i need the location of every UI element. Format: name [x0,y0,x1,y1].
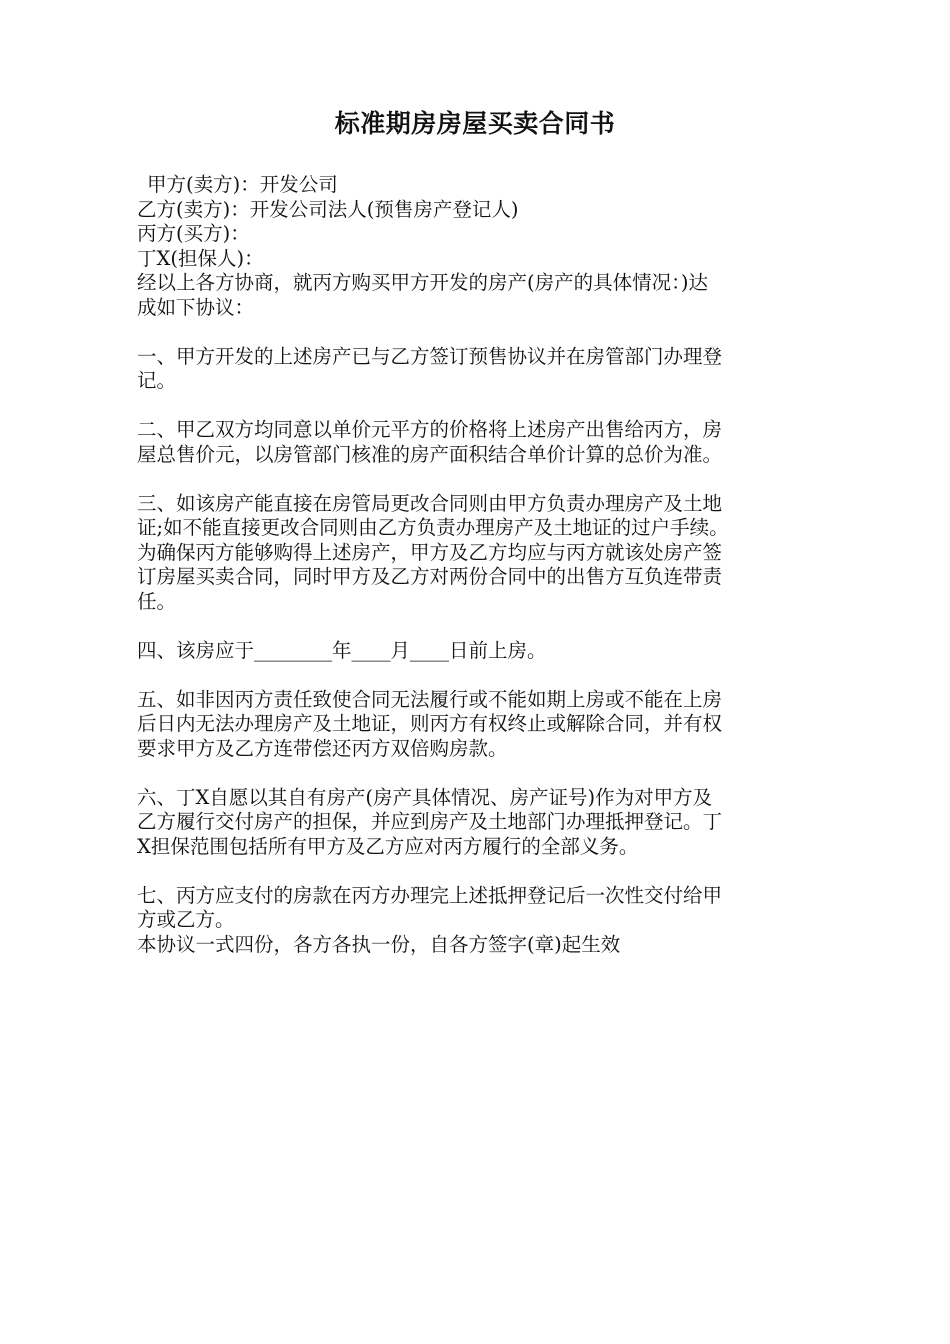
intro-line: 成如下协议： [137,295,255,319]
clause-line: 三、如该房产能直接在房管局更改合同则由甲方负责办理房产及土地 [137,491,723,515]
clause-line: 方或乙方。 [137,908,235,931]
paragraph-gap [137,663,827,688]
clause-line: 四、该房应于________年____月____日前上房。 [137,638,547,662]
party-c-line: 丙方(买方)： [137,222,250,245]
clause-7 [137,884,827,933]
clause-line: 乙方履行交付房产的担保，并应到房产及土地部门办理抵押登记。丁 [137,810,723,833]
clause-3 [137,492,827,615]
clause-line: 为确保丙方能够购得上述房产，甲方及乙方均应与丙方就该处房产签 [137,540,723,564]
party-d-line: 丁X(担保人)： [137,246,264,270]
clause-line: 七、丙方应支付的房款在丙方办理完上述抵押登记后一次性交付给甲 [137,883,723,907]
party-a-line: 甲方(卖方)：开发公司 [147,173,338,196]
paragraph-gap [137,761,827,786]
clause-line: 证;如不能直接更改合同则由乙方负责办理房产及土地证的过户手续。 [137,516,729,539]
clause-4 [137,639,827,664]
clause-line: 五、如非因丙方责任致使合同无法履行或不能如期上房或不能在上房 [137,687,723,711]
clause-line: 一、甲方开发的上述房产已与乙方签订预售协议并在房管部门办理登 [137,344,723,368]
document-body [137,173,827,957]
clause-line: 任。 [137,589,177,613]
paragraph-gap [137,320,827,345]
intro-line: 经以上各方协商，就丙方购买甲方开发的房产(房产的具体情况：)达 [137,271,708,294]
closing-line: 本协议一式四份，各方各执一份，自各方签字(章)起生效 [137,932,621,956]
clause-1 [137,345,827,394]
intro-paragraph [137,271,827,320]
clause-5 [137,688,827,762]
clause-6 [137,786,827,860]
paragraph-gap [137,859,827,884]
document-title: 标准期房房屋买卖合同书 [334,109,616,138]
clause-line: X担保范围包括所有甲方及乙方应对丙方履行的全部义务。 [137,834,639,858]
party-b-line: 乙方(卖方)：开发公司法人(预售房产登记人) [137,197,519,221]
clause-line: 后日内无法办理房产及土地证，则丙方有权终止或解除合同，并有权 [137,712,723,735]
paragraph-gap [137,467,827,492]
clause-line: 订房屋买卖合同，同时甲方及乙方对两份合同中的出售方互负连带责 [137,565,723,588]
clause-line: 二、甲乙双方均同意以单价元平方的价格将上述房产出售给丙方，房 [137,418,723,441]
clause-line: 要求甲方及乙方连带偿还丙方双倍购房款。 [137,736,508,760]
clause-2 [137,418,827,467]
clause-line: 六、丁X自愿以其自有房产(房产具体情况、房产证号)作为对甲方及 [137,785,713,809]
clause-line: 记。 [137,369,177,392]
clause-line: 屋总售价元，以房管部门核准的房产面积结合单价计算的总价为准。 [137,442,723,466]
paragraph-gap [137,614,827,639]
paragraph-gap [137,394,827,419]
